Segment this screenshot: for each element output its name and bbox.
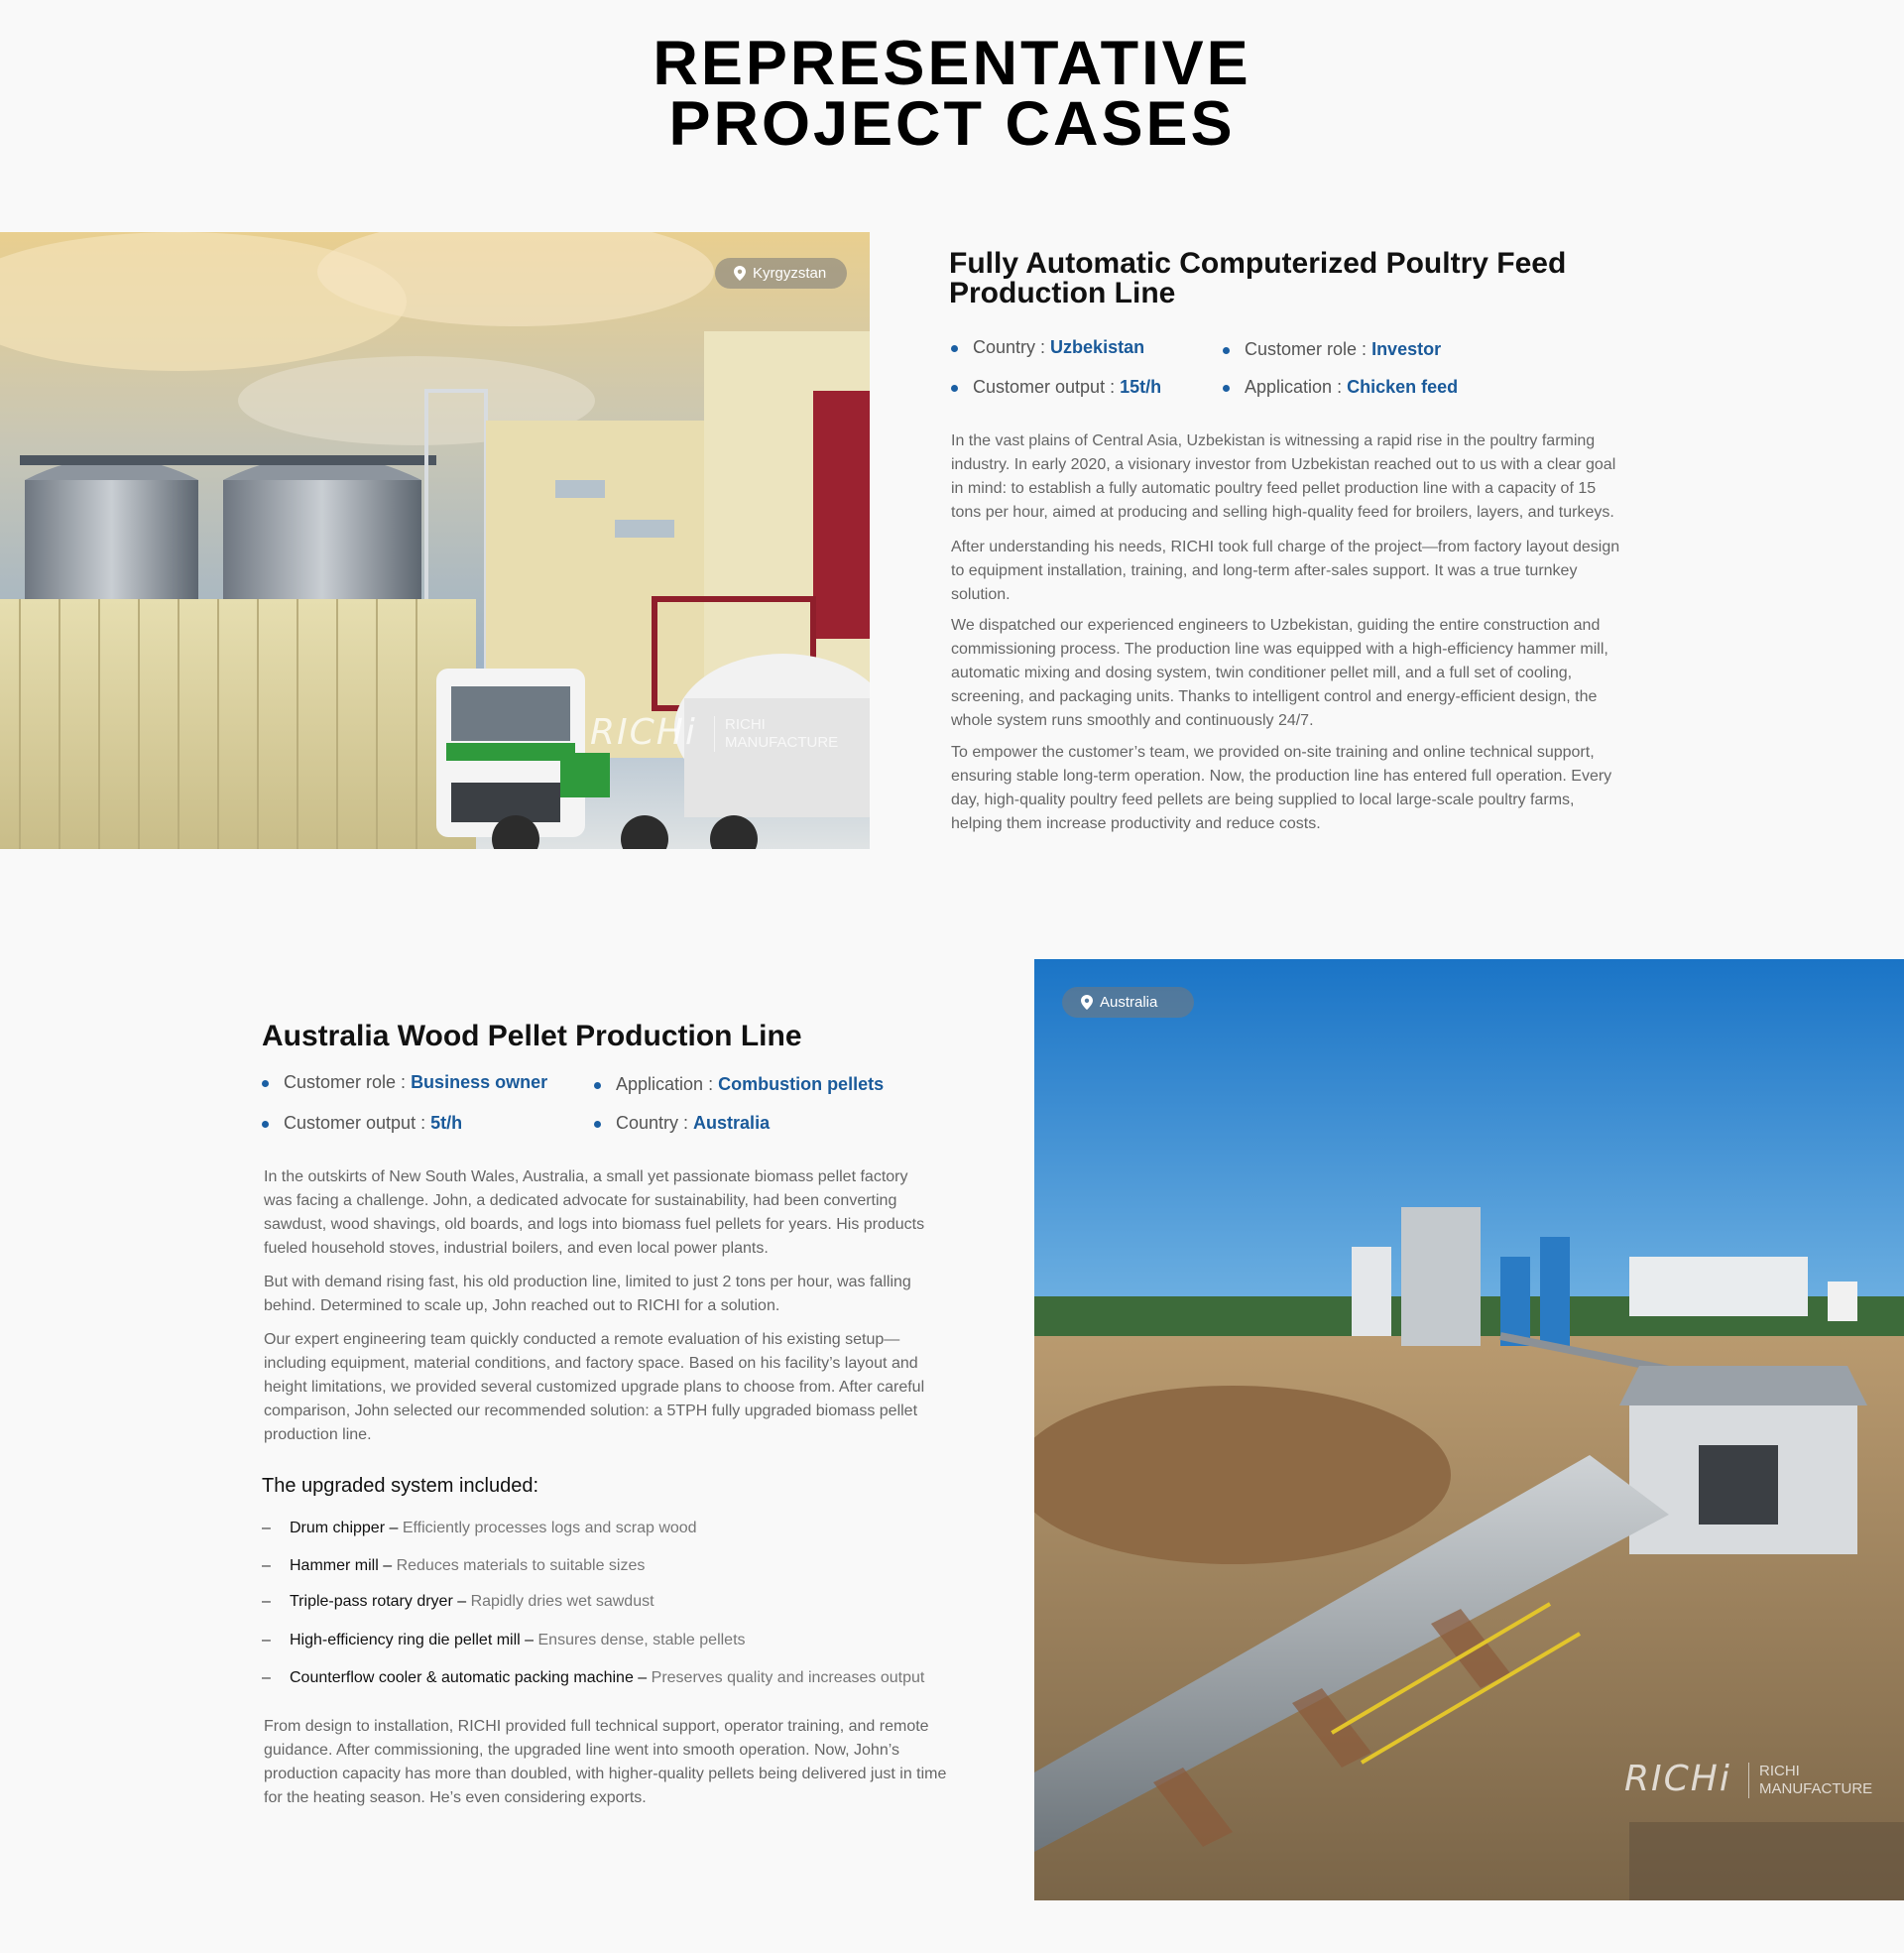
page-title-line-2: PROJECT CASES	[668, 89, 1236, 159]
bullet-icon	[262, 1121, 269, 1128]
case-1-title: Fully Automatic Computerized Poultry Feed Production Line	[949, 247, 1567, 309]
map-pin-icon	[1081, 995, 1093, 1010]
bullet-icon	[594, 1082, 601, 1089]
location-label: Australia	[1100, 994, 1158, 1011]
watermark-logo: RICHi	[1624, 1759, 1731, 1799]
case-2-paragraph: But with demand rising fast, his old production line, limited to just 2 tons per hour, was falling behind. Determined to scale up, John reached out to RICHI for a solution.	[264, 1274, 911, 1314]
bullet-icon	[1223, 347, 1230, 354]
page-title	[0, 29, 1904, 159]
case-2-paragraph: In the outskirts of New South Wales, Australia, a small yet passionate biomass pellet factory was facing a challenge. John, a dedicated advocate for sustainability, had been converting sawdust, wood shavings, old boards, and logs into biomass fuel pellets for years. His products fueled household stoves, industrial boilers, and even local power plants.	[264, 1168, 925, 1257]
bullet-icon	[951, 345, 958, 352]
location-badge	[715, 258, 847, 289]
watermark	[1624, 1753, 1892, 1812]
case-2-title: Australia Wood Pellet Production Line	[262, 1020, 802, 1052]
map-pin-icon	[734, 266, 746, 281]
case-1-paragraph: We dispatched our experienced engineers to Uzbekistan, guiding the entire construction and commissioning process. The production line was equipped with a high-efficiency hammer mill, automatic mixing and dosing system, twin conditioner pellet mill, and a full set of cooling, screening, and packaging units. Thanks to intelligent control and energy-efficient design, the whole system runs smoothly and continuously 24/7.	[951, 617, 1608, 729]
bullet-icon	[1223, 385, 1230, 392]
location-badge	[1062, 987, 1194, 1018]
case-2-paragraph: Our expert engineering team quickly conducted a remote evaluation of his existing setup—including equipment, material conditions, and factory space. Based on his facility’s layout and height limitations, we provided several customized upgrade plans to choose from. After careful comparison, John selected our recommended solution: a 5TPH fully upgraded biomass pellet production line.	[264, 1331, 925, 1443]
case-1-photo	[0, 232, 870, 849]
bullet-icon	[951, 385, 958, 392]
page-title-line-1: REPRESENTATIVE	[653, 29, 1251, 98]
bullet-icon	[594, 1121, 601, 1128]
features-heading: The upgraded system included:	[262, 1475, 539, 1497]
watermark-logo: RICHi	[590, 712, 697, 753]
bullet-icon	[262, 1080, 269, 1087]
case-1-paragraph: To empower the customer’s team, we provided on-site training and online technical support, ensuring stable long-term operation. Now, the production line has entered full operation. Every day, high-quality poultry feed pellets are being supplied to local large-scale poultry farms, helping them increase productivity and reduce costs.	[951, 744, 1612, 832]
location-label: Kyrgyzstan	[753, 265, 827, 282]
case-1-paragraph: In the vast plains of Central Asia, Uzbekistan is witnessing a rapid rise in the poultry farming industry. In early 2020, a visionary investor from Uzbekistan reached out to us with a clear goal in mind: to establish a fully automatic poultry feed pellet production line with a capacity of 15 tons per hour, aimed at producing and selling high-quality feed for broilers, layers, and turkeys.	[951, 432, 1616, 521]
case-2-photo	[1034, 959, 1904, 1900]
watermark-text: RICHI MANUFACTURE	[714, 716, 838, 752]
watermark-text: RICHI MANUFACTURE	[1748, 1763, 1872, 1798]
case-1-paragraph: After understanding his needs, RICHI took full charge of the project—from factory layout design to equipment installation, training, and long-term after-sales support. It was a true turnkey solution.	[951, 539, 1620, 603]
case-2-closing: From design to installation, RICHI provided full technical support, operator training, and remote guidance. After commissioning, the upgraded line went into smooth operation. Now, John’s production capacity has more than doubled, with higher-quality pellets being delivered just in time for the heating season. He’s even considering exports.	[264, 1718, 947, 1806]
watermark	[590, 708, 848, 768]
